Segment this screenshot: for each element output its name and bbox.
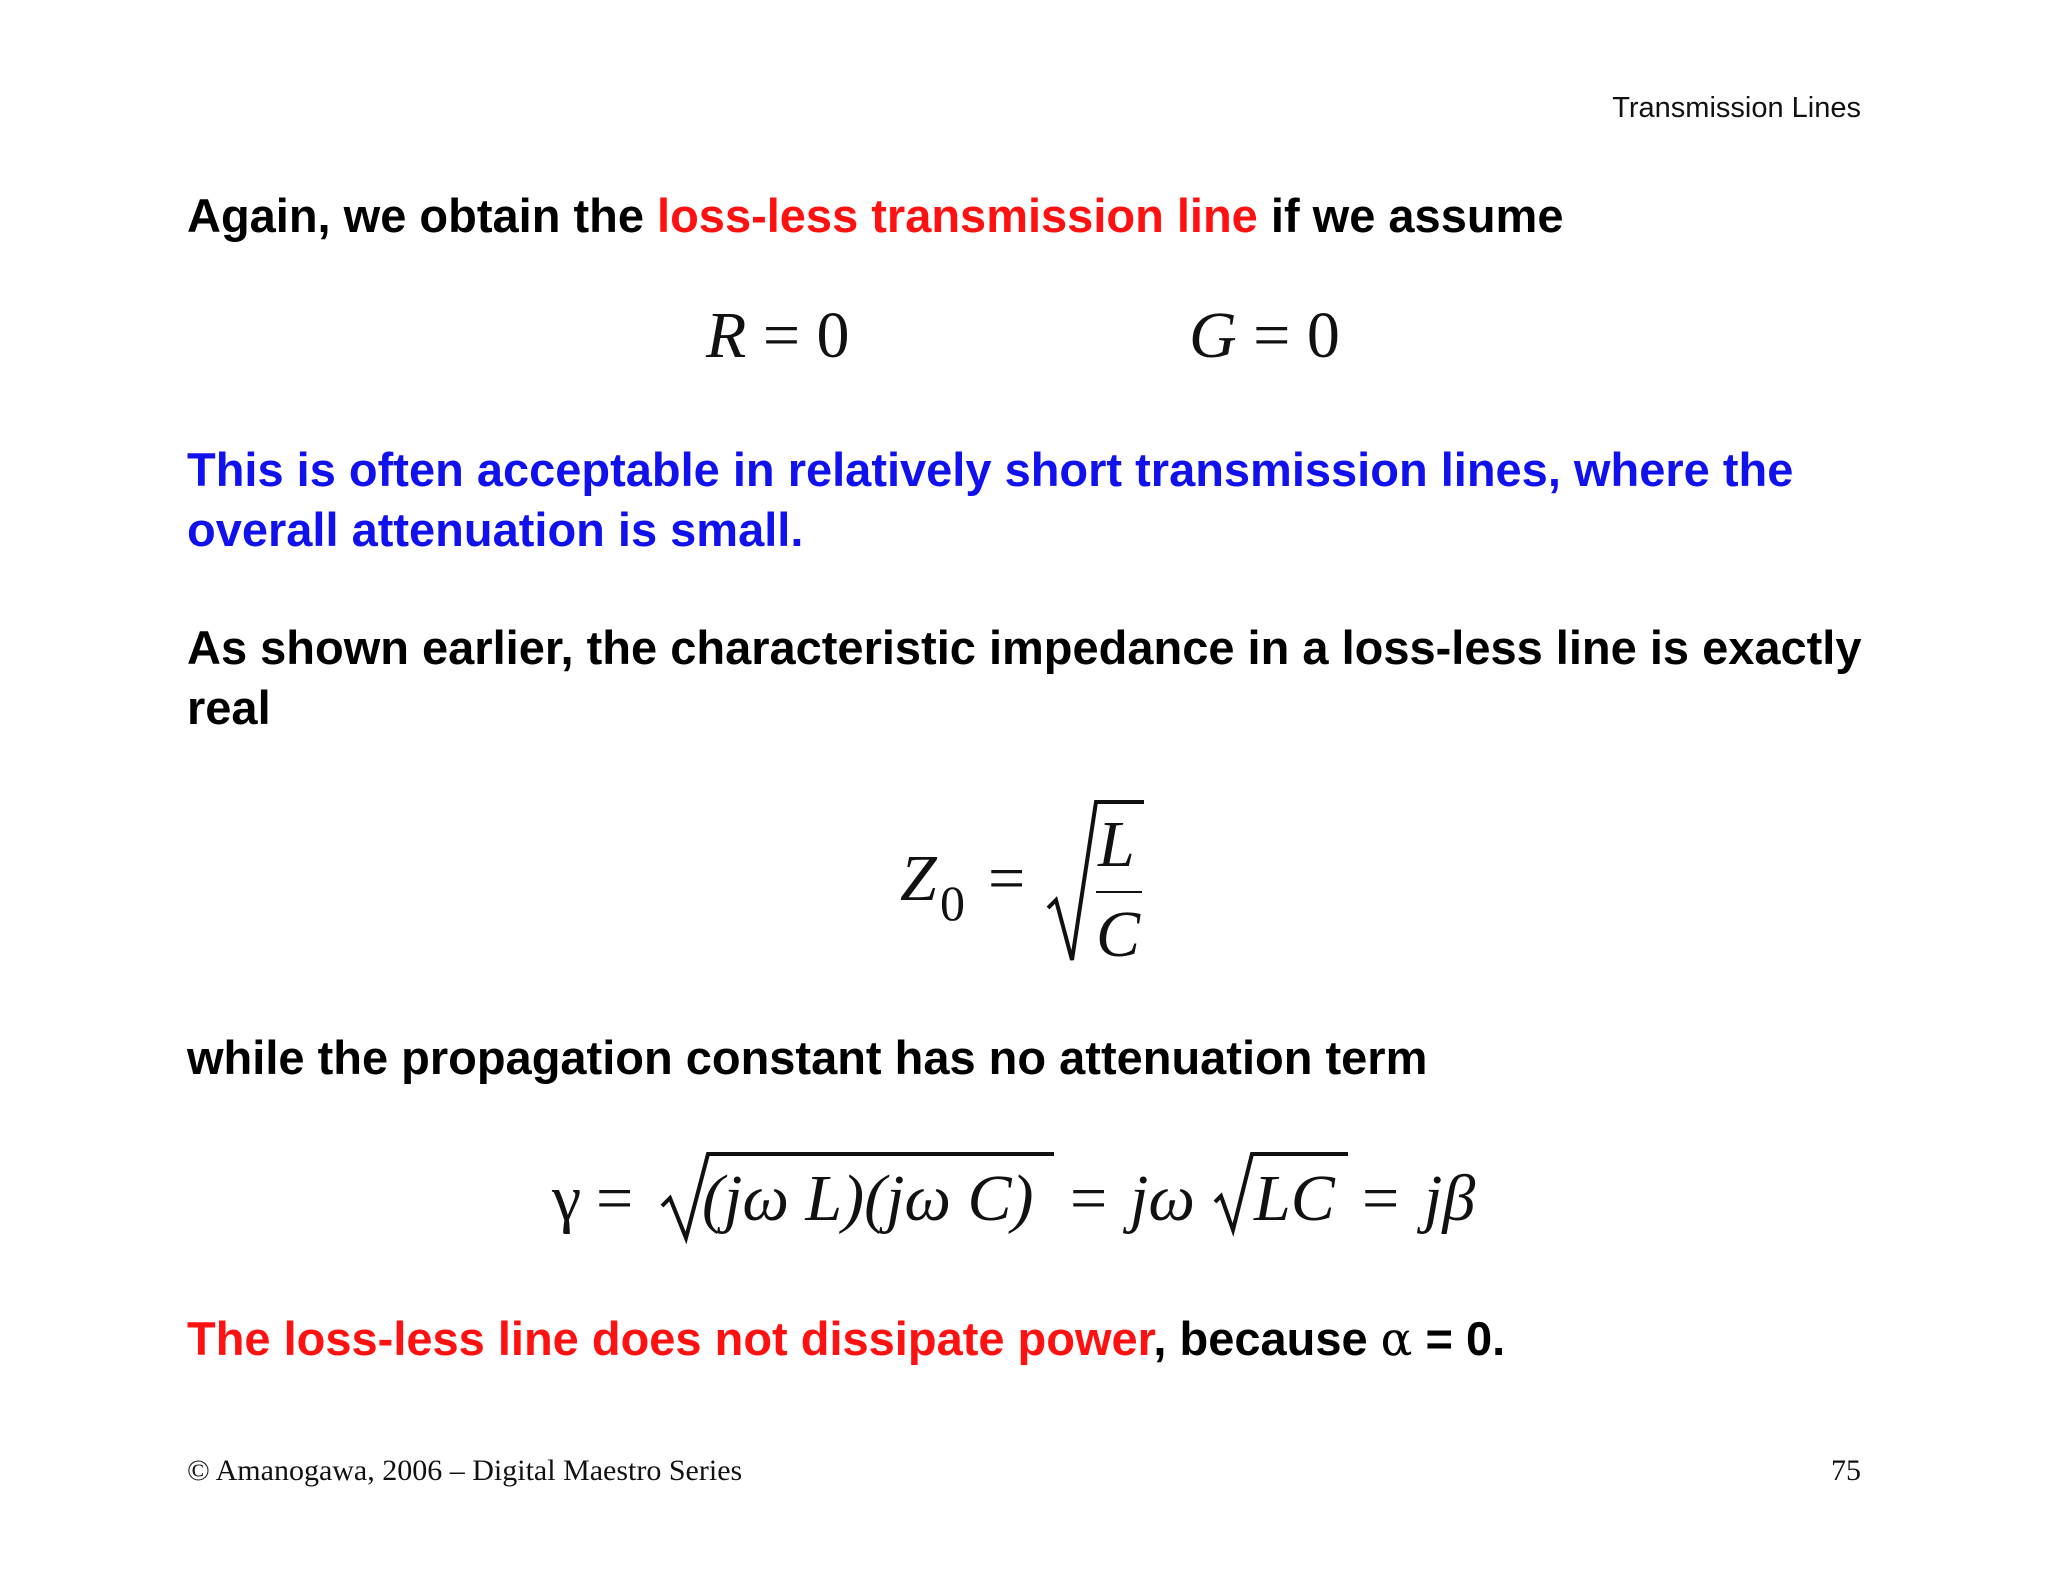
intro-text-end: if we assume [1257,189,1564,242]
equation-g-zero [1189,298,1340,374]
g-variable: G [1189,299,1237,372]
impedance-paragraph: As shown earlier, the characteristic impedance in a loss-less line is exactly real [187,621,1862,734]
conclusion-text: , because [1153,1312,1381,1365]
intro-paragraph [187,186,1863,246]
r-variable: R [706,299,747,372]
conclusion-value: = 0. [1412,1312,1506,1365]
radicand-lc: LC [1254,1162,1335,1235]
equation-characteristic-impedance [890,790,1150,980]
j-beta: jβ [1424,1162,1476,1235]
page-number: 75 [1831,1454,1861,1487]
gamma-symbol: γ [552,1162,582,1235]
conclusion-highlight: The loss-less line does not dissipate power [187,1312,1154,1365]
z-equals: = [988,842,1026,915]
j-omega: jω [1130,1162,1195,1235]
r-equals-zero: = 0 [746,299,850,372]
radicand-expression: (jω L)(jω C) [702,1162,1034,1235]
acceptability-paragraph: This is often acceptable in relatively short transmission lines, where the overall attenuation is small. [187,443,1794,556]
fraction-numerator: L [1098,808,1135,881]
header-title: Transmission Lines [1612,92,1861,124]
equation-r-zero [706,298,850,374]
z-variable: Z [900,842,937,915]
g-equals-zero: = 0 [1236,299,1340,372]
alpha-symbol: α [1380,1312,1413,1367]
propagation-paragraph: while the propagation constant has no attenuation term [187,1031,1428,1084]
footer-copyright: © Amanogawa, 2006 – Digital Maestro Series [187,1454,743,1487]
z-subscript: 0 [940,875,965,931]
equals-c: = [1362,1162,1400,1235]
conclusion-paragraph [187,1309,1863,1370]
equation-propagation-constant [540,1140,1520,1250]
intro-text-start: Again, we obtain the [187,189,658,242]
equals-a: = [596,1162,634,1235]
fraction-denominator: C [1096,898,1141,971]
equals-b: = [1070,1162,1108,1235]
intro-highlight: loss-less transmission line [657,189,1258,242]
